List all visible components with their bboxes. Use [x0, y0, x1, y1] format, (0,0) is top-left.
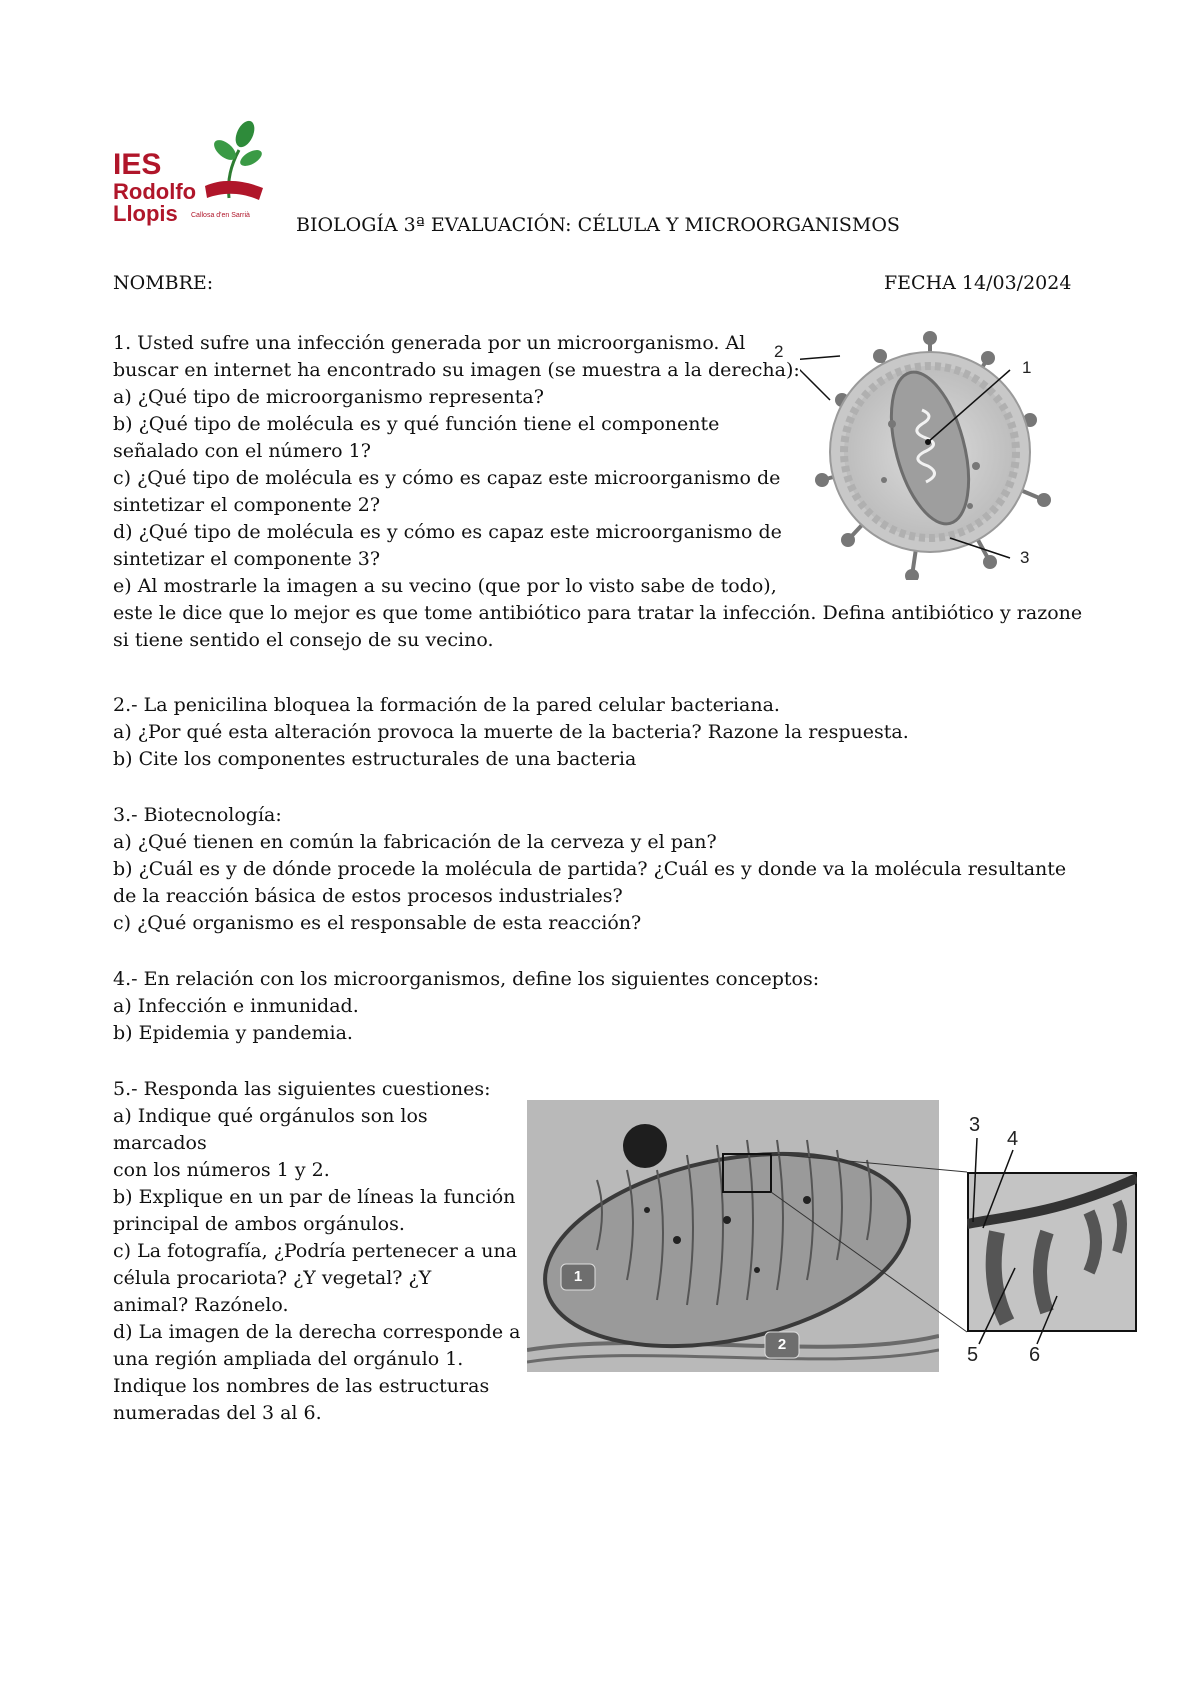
q3-line: de la reacción básica de estos procesos industriales?	[113, 885, 623, 907]
q1-line: b) ¿Qué tipo de molécula es y qué función tiene el componente	[113, 413, 720, 435]
q5-line: c) La fotografía, ¿Podría pertenecer a una	[113, 1240, 518, 1262]
badge-2: 2	[777, 1336, 787, 1353]
logo-llopis: Llopis	[113, 201, 178, 226]
label-pointers	[527, 1100, 1147, 1380]
school-logo	[113, 120, 273, 240]
virus-figure	[774, 330, 1060, 580]
q5-line: Indique los nombres de las estructuras	[113, 1375, 490, 1397]
mito-label-5: 5	[967, 1344, 979, 1366]
virus-diagram	[800, 330, 1060, 580]
logo-town: Callosa d'en Sarrià	[191, 212, 250, 219]
virus-label-3: 3	[1020, 548, 1030, 567]
q3-line: c) ¿Qué organismo es el responsable de esta reacción?	[113, 912, 642, 934]
logo-rodolfo: Rodolfo	[113, 179, 197, 204]
q2-line: b) Cite los componentes estructurales de una bacteria	[113, 748, 637, 770]
date-label: FECHA 14/03/2024	[884, 272, 1072, 294]
q5-line: una región ampliada del orgánulo 1.	[113, 1348, 464, 1370]
q3-line: a) ¿Qué tienen en común la fabricación de la cerveza y el pan?	[113, 831, 717, 853]
q1-line: a) ¿Qué tipo de microorganismo representa?	[113, 386, 544, 408]
q2-line: a) ¿Por qué esta alteración provoca la muerte de la bacteria? Razone la respuesta.	[113, 721, 909, 743]
q4-line: 4.- En relación con los microorganismos, define los siguientes conceptos:	[113, 968, 820, 990]
plant-icon	[193, 120, 273, 200]
q1-line: d) ¿Qué tipo de molécula es y cómo es capaz este microorganismo de	[113, 521, 782, 543]
q1-line: buscar en internet ha encontrado su imagen (se muestra a la derecha):	[113, 359, 800, 381]
name-label: NOMBRE:	[113, 272, 214, 294]
q1-line: este le dice que lo mejor es que tome antibiótico para tratar la infección. Defina antibiótico y razone	[113, 602, 1083, 624]
q3-line: 3.- Biotecnología:	[113, 804, 282, 826]
q2-line: 2.- La penicilina bloquea la formación de la pared celular bacteriana.	[113, 694, 780, 716]
page-title: BIOLOGÍA 3ª EVALUACIÓN: CÉLULA Y MICROORGANISMOS	[296, 214, 900, 236]
q5-line: marcados	[113, 1132, 207, 1154]
badge-1: 1	[573, 1268, 583, 1285]
q5-line: animal? Razónelo.	[113, 1294, 289, 1316]
virus-label-1: 1	[1022, 358, 1032, 377]
q5-line: con los números 1 y 2.	[113, 1159, 330, 1181]
q3-line: b) ¿Cuál es y de dónde procede la molécula de partida? ¿Cuál es y donde va la molécula resultante	[113, 858, 1067, 880]
mitochondria-figure	[527, 1100, 1147, 1380]
q5-line: 5.- Responda las siguientes cuestiones:	[113, 1078, 491, 1100]
q1-line: c) ¿Qué tipo de molécula es y cómo es capaz este microorganismo de	[113, 467, 781, 489]
q1-line: 1. Usted sufre una infección generada por un microorganismo. Al	[113, 332, 746, 354]
q5-line: célula procariota? ¿Y vegetal? ¿Y	[113, 1267, 432, 1289]
q5-line: b) Explique en un par de líneas la función	[113, 1186, 516, 1208]
q1-line: si tiene sentido el consejo de su vecino.	[113, 629, 494, 651]
q5-line: numeradas del 3 al 6.	[113, 1402, 322, 1424]
virus-label-2: 2	[774, 342, 784, 361]
mito-label-6: 6	[1029, 1344, 1041, 1366]
q4-line: a) Infección e inmunidad.	[113, 995, 359, 1017]
q1-line: sintetizar el componente 2?	[113, 494, 381, 516]
logo-ies: IES	[113, 148, 162, 181]
q1-line: e) Al mostrarle la imagen a su vecino (que por lo visto sabe de todo),	[113, 575, 777, 597]
mito-label-3: 3	[969, 1114, 981, 1136]
q1-line: sintetizar el componente 3?	[113, 548, 381, 570]
q1-line: señalado con el número 1?	[113, 440, 371, 462]
mito-label-4: 4	[1007, 1128, 1019, 1150]
q4-line: b) Epidemia y pandemia.	[113, 1022, 353, 1044]
q5-line: d) La imagen de la derecha corresponde a	[113, 1321, 521, 1343]
q5-line: a) Indique qué orgánulos son los	[113, 1105, 428, 1127]
q5-line: principal de ambos orgánulos.	[113, 1213, 405, 1235]
